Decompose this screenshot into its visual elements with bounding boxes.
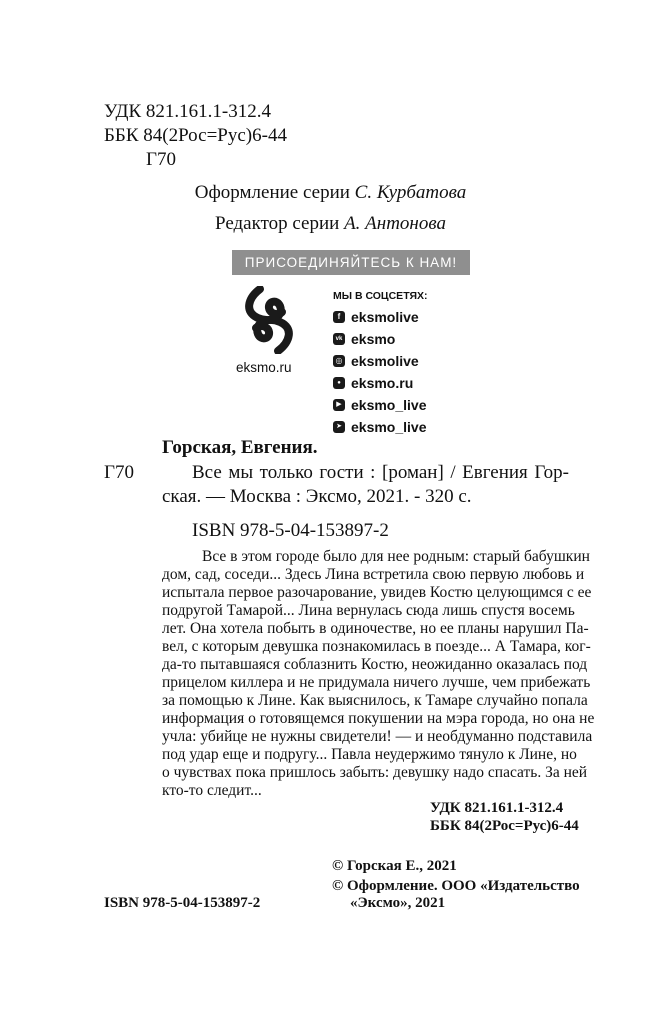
telegram-icon: ➤ — [333, 421, 345, 433]
annotation-line: о чувствах пока пришлось забыть: девушку надо спасать. За ней — [162, 764, 588, 781]
social-label: eksmo — [351, 331, 396, 347]
classification-codes — [104, 100, 287, 172]
series-design-name: С. Курбатова — [354, 182, 467, 203]
catalog-line-1: Все мы только гости : [роман] / Евгения Гор- — [192, 462, 569, 483]
annotation-line: кто-то следит... — [162, 782, 262, 799]
social-item-facebook[interactable] — [333, 306, 427, 328]
social-label: eksmolive — [351, 309, 419, 325]
facebook-icon: f — [333, 311, 345, 323]
author-mark: Г70 — [146, 149, 176, 170]
annotation-line: да-то пытавшаяся соблазнить Костю, неожиданно оказалась под — [162, 656, 588, 673]
annotation-line: вел, с которым девушка познакомилась в поезде... А Тамара, ког- — [162, 638, 591, 655]
series-editor-name: А. Антонова — [344, 213, 446, 234]
annotation — [162, 548, 595, 800]
catalog-author: Горская, Евгения. — [162, 437, 318, 458]
isbn-bottom: ISBN 978-5-04-153897-2 — [104, 895, 261, 911]
annotation-line: учла: убийце не нужны свидетели! — и необдуманно подставила — [162, 728, 593, 745]
social-item-instagram[interactable] — [333, 350, 427, 372]
annotation-line: лет. Она хотела побыть в одиночестве, но ее планы нарушил Па- — [162, 620, 589, 637]
series-design-credit — [0, 182, 661, 204]
social-label: eksmo_live — [351, 419, 427, 435]
social-label: eksmo_live — [351, 397, 427, 413]
catalog-mark: Г70 — [104, 462, 134, 483]
join-us-banner: ПРИСОЕДИНЯЙТЕСЬ К НАМ! — [232, 250, 470, 275]
social-heading: МЫ В СОЦСЕТЯХ: — [333, 290, 428, 302]
social-label: eksmo.ru — [351, 375, 414, 391]
vk-icon: vk — [333, 333, 345, 345]
codes-right — [430, 799, 579, 835]
globe-icon: ● — [333, 377, 345, 389]
eksmo-logo-icon — [238, 286, 300, 354]
annotation-line: Все в этом городе было для нее родным: старый бабушкин — [202, 548, 590, 565]
social-item-vk[interactable] — [333, 328, 427, 350]
catalog-isbn: ISBN 978-5-04-153897-2 — [192, 520, 389, 541]
instagram-icon: ◎ — [333, 355, 345, 367]
annotation-line: под удар еще и подругу... Павла неудержимо тянуло к Лине, но — [162, 746, 577, 763]
catalog-line-2: ская. — Москва : Эксмо, 2021. - 320 с. — [162, 486, 472, 507]
series-editor-credit — [0, 213, 661, 235]
annotation-line: дом, сад, соседи... Здесь Лина встретила свою первую любовь и — [162, 566, 585, 583]
social-list — [333, 306, 427, 438]
social-item-youtube[interactable] — [333, 394, 427, 416]
bbk-code-right: ББК 84(2Рос=Рус)6-44 — [430, 818, 579, 834]
annotation-line: информация о готовящемся покушении на мэра города, но она не — [162, 710, 595, 727]
brand-url: eksmo.ru — [236, 360, 292, 375]
annotation-line: прицелом киллера и не придумала ничего лучше, чем прибежать — [162, 674, 591, 691]
annotation-line: испытала первое разочарование, увидев Костю целующимся с ее — [162, 584, 592, 601]
series-editor-label: Редактор серии — [215, 213, 345, 234]
copyright-design-line-1: © Оформление. ООО «Издательство — [332, 878, 580, 894]
copyright-design-line-2: «Эксмо», 2021 — [350, 895, 446, 911]
bbk-code: ББК 84(2Рос=Рус)6-44 — [104, 125, 287, 146]
udk-code: УДК 821.161.1-312.4 — [104, 101, 271, 122]
udk-code-right: УДК 821.161.1-312.4 — [430, 800, 564, 816]
social-item-site[interactable] — [333, 372, 427, 394]
annotation-line: подругой Тамарой... Лина вернулась сюда лишь спустя восемь — [162, 602, 575, 619]
annotation-line: за помощью к Лине. Как выяснилось, к Тамаре случайно попала — [162, 692, 588, 709]
youtube-icon: ▶ — [333, 399, 345, 411]
social-item-telegram[interactable] — [333, 416, 427, 438]
copyright-author: © Горская Е., 2021 — [332, 858, 457, 874]
series-design-label: Оформление серии — [194, 182, 355, 203]
social-label: eksmolive — [351, 353, 419, 369]
